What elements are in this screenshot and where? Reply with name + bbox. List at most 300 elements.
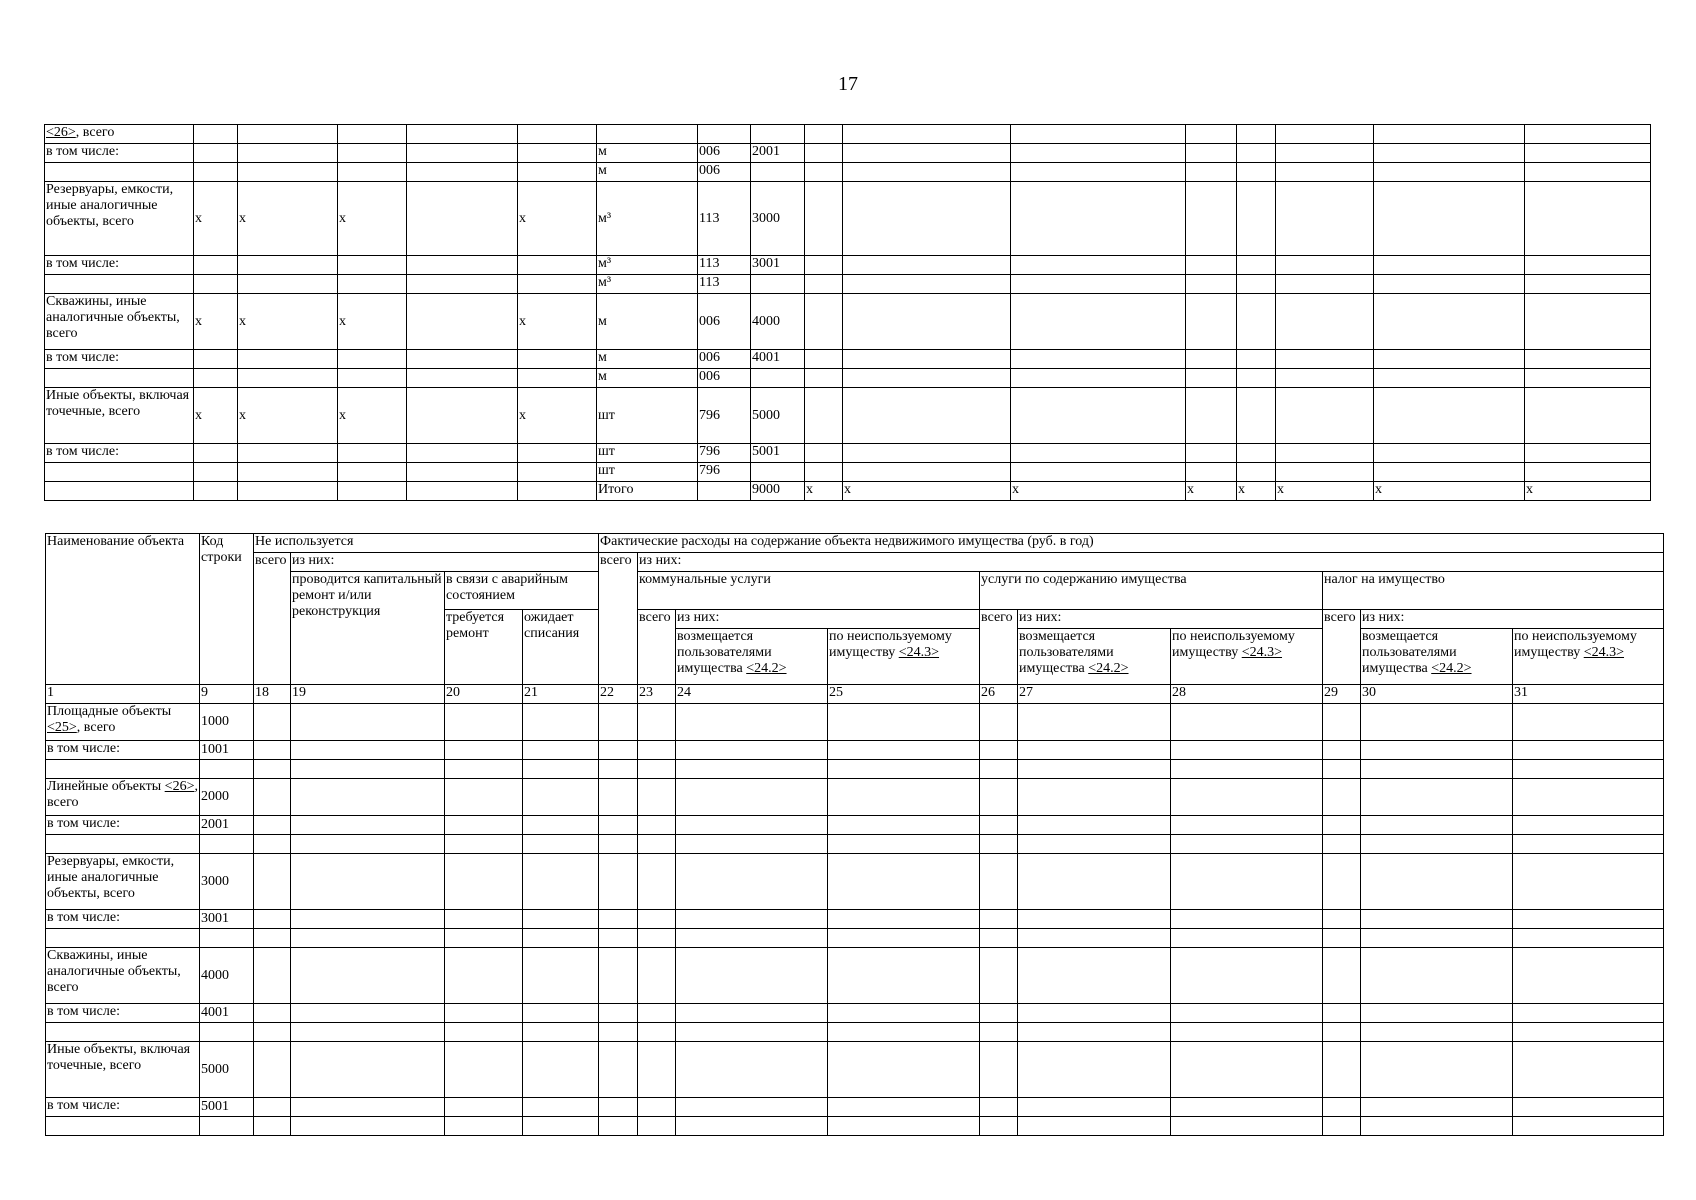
table-cell: [1361, 741, 1513, 760]
footnote-ref: <26>: [46, 125, 76, 140]
table-cell: [445, 779, 523, 816]
header-tax-unused: по неиспользуемому имуществу <24.3>: [1513, 629, 1664, 685]
bottom-table-row: [46, 779, 1664, 816]
table-cell: x: [1011, 482, 1186, 501]
table-cell: [1323, 1004, 1361, 1023]
table-cell: [238, 163, 338, 182]
table-cell: [828, 1117, 980, 1136]
table-cell: [291, 835, 445, 854]
table-cell: [599, 760, 638, 779]
table-cell: [805, 256, 843, 275]
table-cell: [828, 854, 980, 910]
table-cell: [1513, 1042, 1664, 1098]
top-table-row: [45, 294, 1651, 350]
top-table-row: [45, 350, 1651, 369]
object-name-cell: [46, 1117, 200, 1136]
table-cell: x: [238, 388, 338, 444]
footnote-ref: <24.3>: [1241, 645, 1283, 660]
table-cell: [980, 1098, 1018, 1117]
table-cell: [194, 482, 238, 501]
table-cell: м³: [597, 182, 698, 256]
table-cell: 113: [698, 182, 751, 256]
table-cell: [1361, 835, 1513, 854]
table-cell: [599, 741, 638, 760]
table-cell: [980, 854, 1018, 910]
row-code-cell: 1000: [200, 704, 254, 741]
row-code-cell: 2001: [200, 816, 254, 835]
table-cell: [1171, 835, 1323, 854]
table-cell: [638, 910, 676, 929]
table-cell: [1171, 816, 1323, 835]
top-table-row: [45, 275, 1651, 294]
table-cell: [291, 760, 445, 779]
header-name: Наименование объекта: [46, 534, 200, 685]
table-cell: [1513, 760, 1664, 779]
table-cell: [1361, 1023, 1513, 1042]
table-cell: [523, 760, 599, 779]
table-cell: [676, 1117, 828, 1136]
table-cell: [338, 163, 407, 182]
table-cell: [291, 910, 445, 929]
table-cell: [1513, 704, 1664, 741]
table-cell: [638, 1042, 676, 1098]
table-cell: [254, 779, 291, 816]
table-cell: [1323, 835, 1361, 854]
object-name-cell: Иные объекты, включая точечные, всего: [45, 388, 194, 444]
table-cell: [254, 816, 291, 835]
table-cell: [1186, 182, 1237, 256]
table-cell: x: [1374, 482, 1525, 501]
table-cell: [254, 741, 291, 760]
table-cell: [980, 1042, 1018, 1098]
header-code: Код строки: [200, 534, 254, 685]
table-cell: [291, 779, 445, 816]
table-cell: [1011, 369, 1186, 388]
bottom-table-row: [46, 929, 1664, 948]
table-cell: x: [1186, 482, 1237, 501]
header-costs-of-them: из них:: [638, 553, 1664, 572]
table-cell: [291, 704, 445, 741]
table-cell: [445, 760, 523, 779]
object-name-cell: Линейные объекты <26>, всего: [46, 779, 200, 816]
table-cell: [1374, 125, 1525, 144]
table-cell: [828, 704, 980, 741]
bottom-table-row: [46, 816, 1664, 835]
table-cell: [238, 256, 338, 275]
table-cell: [843, 144, 1011, 163]
table-cell: [751, 125, 805, 144]
table-cell: [523, 948, 599, 1004]
table-cell: [445, 741, 523, 760]
table-cell: [238, 444, 338, 463]
table-cell: [1011, 182, 1186, 256]
table-cell: [1186, 388, 1237, 444]
table-cell: [1237, 294, 1276, 350]
table-cell: [523, 835, 599, 854]
header-maintenance-of-them: из них:: [1018, 610, 1323, 629]
table-cell: [1171, 1023, 1323, 1042]
table-cell: [1374, 182, 1525, 256]
table-cell: [843, 463, 1011, 482]
table-cell: [254, 760, 291, 779]
table-cell: [1361, 910, 1513, 929]
table-cell: [1237, 275, 1276, 294]
table-cell: [676, 910, 828, 929]
table-cell: [751, 163, 805, 182]
table-cell: [1374, 275, 1525, 294]
object-name-cell: в том числе:: [45, 256, 194, 275]
object-name-cell: [46, 929, 200, 948]
row-code-cell: 5001: [200, 1098, 254, 1117]
table-cell: [828, 910, 980, 929]
table-cell: 006: [698, 294, 751, 350]
table-cell: [518, 256, 597, 275]
table-cell: [1018, 910, 1171, 929]
table-cell: [1237, 350, 1276, 369]
table-cell: [1323, 1023, 1361, 1042]
table-cell: x: [1525, 482, 1651, 501]
table-cell: [698, 125, 751, 144]
table-cell: [1276, 444, 1374, 463]
table-cell: [407, 163, 518, 182]
table-cell: [1276, 144, 1374, 163]
header-emergency: в связи с аварийным состоянием: [445, 572, 599, 610]
table-cell: [338, 350, 407, 369]
table-cell: [518, 144, 597, 163]
table-cell: [1276, 294, 1374, 350]
table-cell: [1171, 1042, 1323, 1098]
table-cell: [638, 704, 676, 741]
table-cell: [194, 463, 238, 482]
column-number: 27: [1018, 685, 1171, 704]
table-cell: [676, 779, 828, 816]
table-cell: 5001: [751, 444, 805, 463]
table-cell: [805, 369, 843, 388]
row-code-cell: 1001: [200, 741, 254, 760]
table-cell: [980, 704, 1018, 741]
table-cell: [676, 1004, 828, 1023]
header-awaits-writeoff: ожидает списания: [523, 610, 599, 685]
table-cell: [1525, 275, 1651, 294]
row-code-cell: [200, 929, 254, 948]
table-cell: [1186, 275, 1237, 294]
table-cell: [1186, 350, 1237, 369]
object-name-cell: [45, 275, 194, 294]
table-cell: м: [597, 144, 698, 163]
table-cell: [518, 163, 597, 182]
table-cell: [980, 835, 1018, 854]
table-cell: [194, 350, 238, 369]
object-name-cell: [46, 760, 200, 779]
table-cell: 113: [698, 256, 751, 275]
table-cell: [599, 1098, 638, 1117]
table-cell: [599, 779, 638, 816]
row-code-cell: 3001: [200, 910, 254, 929]
table-cell: [523, 1004, 599, 1023]
header-utilities-unused: по неиспользуемому имуществу <24.3>: [828, 629, 980, 685]
table-cell: [1186, 125, 1237, 144]
table-cell: [1018, 1098, 1171, 1117]
object-name-cell: Скважины, иные аналогичные объекты, всего: [45, 294, 194, 350]
table-cell: x: [805, 482, 843, 501]
table-cell: [676, 1023, 828, 1042]
column-number: 31: [1513, 685, 1664, 704]
top-table-row: [45, 463, 1651, 482]
footnote-ref: <26>: [164, 779, 195, 794]
table-cell: [445, 854, 523, 910]
table-cell: [980, 910, 1018, 929]
header-capital-repair: проводится капитальный ремонт и/или реконструкция: [291, 572, 445, 685]
table-cell: [1361, 1098, 1513, 1117]
object-name-cell: [45, 163, 194, 182]
table-cell: шт: [597, 463, 698, 482]
table-cell: [1018, 929, 1171, 948]
table-cell: [1323, 929, 1361, 948]
table-cell: [518, 369, 597, 388]
column-number: 22: [599, 685, 638, 704]
object-name-cell: [46, 1023, 200, 1042]
table-cell: [751, 275, 805, 294]
table-cell: [1237, 388, 1276, 444]
object-name-cell: Резервуары, емкости, иные аналогичные объекты, всего: [46, 854, 200, 910]
column-number: 19: [291, 685, 445, 704]
bottom-table: [45, 533, 1664, 1136]
table-cell: [445, 1098, 523, 1117]
header-costs-total: всего: [599, 553, 638, 685]
table-cell: [518, 125, 597, 144]
table-cell: x: [238, 182, 338, 256]
table-cell: [1276, 350, 1374, 369]
table-cell: [291, 1098, 445, 1117]
table-cell: [1361, 1117, 1513, 1136]
table-cell: [523, 910, 599, 929]
table-cell: [291, 1117, 445, 1136]
header-needs-repair: требуется ремонт: [445, 610, 523, 685]
table-cell: [1018, 835, 1171, 854]
table-cell: 4001: [751, 350, 805, 369]
table-cell: [1011, 163, 1186, 182]
table-cell: [338, 125, 407, 144]
table-cell: [407, 482, 518, 501]
table-cell: [843, 369, 1011, 388]
table-cell: [1323, 741, 1361, 760]
table-cell: [1237, 182, 1276, 256]
table-cell: [1171, 760, 1323, 779]
table-cell: [1513, 816, 1664, 835]
table-cell: [1323, 854, 1361, 910]
column-number: 18: [254, 685, 291, 704]
header-maintenance-reimbursed: возмещается пользователями имущества <24.2>: [1018, 629, 1171, 685]
table-cell: [338, 144, 407, 163]
table-cell: [1237, 144, 1276, 163]
table-cell: [1018, 816, 1171, 835]
footnote-ref: <24.2>: [746, 661, 787, 676]
table-cell: [1011, 256, 1186, 275]
row-code-cell: 3000: [200, 854, 254, 910]
table-cell: [1011, 463, 1186, 482]
top-table-row: [45, 182, 1651, 256]
top-table-row: [45, 444, 1651, 463]
table-cell: [1171, 929, 1323, 948]
table-cell: [1011, 125, 1186, 144]
table-cell: [599, 948, 638, 1004]
column-number: 29: [1323, 685, 1361, 704]
table-cell: [1018, 704, 1171, 741]
table-cell: [599, 835, 638, 854]
page-number: 17: [838, 73, 858, 95]
column-number: 28: [1171, 685, 1323, 704]
column-numbers-row: [46, 685, 1664, 704]
table-cell: [638, 1023, 676, 1042]
table-cell: [638, 1117, 676, 1136]
row-code-cell: [200, 1023, 254, 1042]
table-cell: [599, 1004, 638, 1023]
bottom-table-row: [46, 1117, 1664, 1136]
table-cell: [1361, 779, 1513, 816]
object-name-cell: [45, 369, 194, 388]
table-cell: [828, 760, 980, 779]
row-code-cell: [200, 835, 254, 854]
table-cell: [1374, 256, 1525, 275]
bottom-table-row: [46, 835, 1664, 854]
table-cell: [980, 741, 1018, 760]
table-cell: [676, 948, 828, 1004]
table-cell: x: [194, 182, 238, 256]
table-cell: [1323, 1098, 1361, 1117]
table-cell: [194, 125, 238, 144]
table-cell: [1323, 1042, 1361, 1098]
table-cell: [638, 948, 676, 1004]
table-cell: [291, 854, 445, 910]
table-cell: [805, 275, 843, 294]
table-cell: [238, 275, 338, 294]
table-cell: [254, 854, 291, 910]
footnote-ref: <24.3>: [1583, 645, 1625, 660]
table-cell: [805, 463, 843, 482]
column-number: 24: [676, 685, 828, 704]
table-cell: [1018, 760, 1171, 779]
table-cell: [407, 144, 518, 163]
table-cell: [194, 163, 238, 182]
table-cell: [805, 388, 843, 444]
table-cell: [1513, 929, 1664, 948]
table-cell: [638, 760, 676, 779]
table-cell: [638, 1004, 676, 1023]
table-cell: [518, 482, 597, 501]
header-not-used: Не используется: [254, 534, 599, 553]
table-cell: [523, 854, 599, 910]
table-cell: [1011, 388, 1186, 444]
table-cell: [254, 910, 291, 929]
object-name-cell: в том числе:: [46, 816, 200, 835]
table-cell: [518, 463, 597, 482]
top-table-row: [45, 369, 1651, 388]
table-cell: [1171, 741, 1323, 760]
object-name-cell: Иные объекты, включая точечные, всего: [46, 1042, 200, 1098]
table-cell: [1374, 163, 1525, 182]
table-cell: [1171, 910, 1323, 929]
table-cell: [254, 1004, 291, 1023]
table-cell: [676, 741, 828, 760]
table-cell: [676, 816, 828, 835]
table-cell: 796: [698, 444, 751, 463]
table-cell: [599, 1117, 638, 1136]
table-cell: [338, 482, 407, 501]
table-cell: м³: [597, 256, 698, 275]
table-cell: [599, 1023, 638, 1042]
table-cell: [238, 482, 338, 501]
table-cell: [254, 1098, 291, 1117]
table-cell: [1361, 816, 1513, 835]
table-cell: [1171, 1098, 1323, 1117]
table-cell: 006: [698, 350, 751, 369]
table-cell: [1276, 388, 1374, 444]
table-cell: [254, 929, 291, 948]
table-cell: 796: [698, 388, 751, 444]
top-table: [44, 124, 1651, 501]
row-code-cell: [200, 760, 254, 779]
table-cell: [1276, 256, 1374, 275]
table-cell: [291, 929, 445, 948]
table-cell: [338, 256, 407, 275]
header-maintenance: услуги по содержанию имущества: [980, 572, 1323, 610]
object-name-cell: в том числе:: [46, 910, 200, 929]
table-cell: [805, 144, 843, 163]
table-cell: x: [194, 388, 238, 444]
table-cell: [843, 444, 1011, 463]
table-cell: [1525, 163, 1651, 182]
table-cell: [445, 910, 523, 929]
table-cell: [1374, 444, 1525, 463]
object-name-cell: в том числе:: [45, 144, 194, 163]
table-cell: м: [597, 163, 698, 182]
table-cell: [194, 144, 238, 163]
table-cell: [1171, 854, 1323, 910]
table-cell: [238, 144, 338, 163]
top-table-row: [45, 482, 1651, 501]
header-utilities: коммунальные услуги: [638, 572, 980, 610]
column-number: 21: [523, 685, 599, 704]
table-cell: [1361, 760, 1513, 779]
table-cell: [676, 929, 828, 948]
table-cell: x: [1276, 482, 1374, 501]
table-cell: x: [194, 294, 238, 350]
bottom-table-row: [46, 1042, 1664, 1098]
table-cell: [843, 125, 1011, 144]
column-number: 25: [828, 685, 980, 704]
table-cell: [843, 388, 1011, 444]
table-cell: [407, 125, 518, 144]
table-cell: [338, 463, 407, 482]
table-cell: [291, 1023, 445, 1042]
table-cell: [338, 369, 407, 388]
table-cell: [805, 182, 843, 256]
table-cell: [676, 835, 828, 854]
table-cell: [1171, 948, 1323, 1004]
table-cell: [445, 1117, 523, 1136]
table-cell: 006: [698, 144, 751, 163]
column-number: 26: [980, 685, 1018, 704]
table-cell: [1525, 294, 1651, 350]
table-cell: м: [597, 294, 698, 350]
table-cell: 5000: [751, 388, 805, 444]
table-cell: [1186, 444, 1237, 463]
table-cell: [1513, 1098, 1664, 1117]
table-cell: [980, 948, 1018, 1004]
table-cell: [1276, 275, 1374, 294]
row-code-cell: 4001: [200, 1004, 254, 1023]
top-table-row: [45, 256, 1651, 275]
